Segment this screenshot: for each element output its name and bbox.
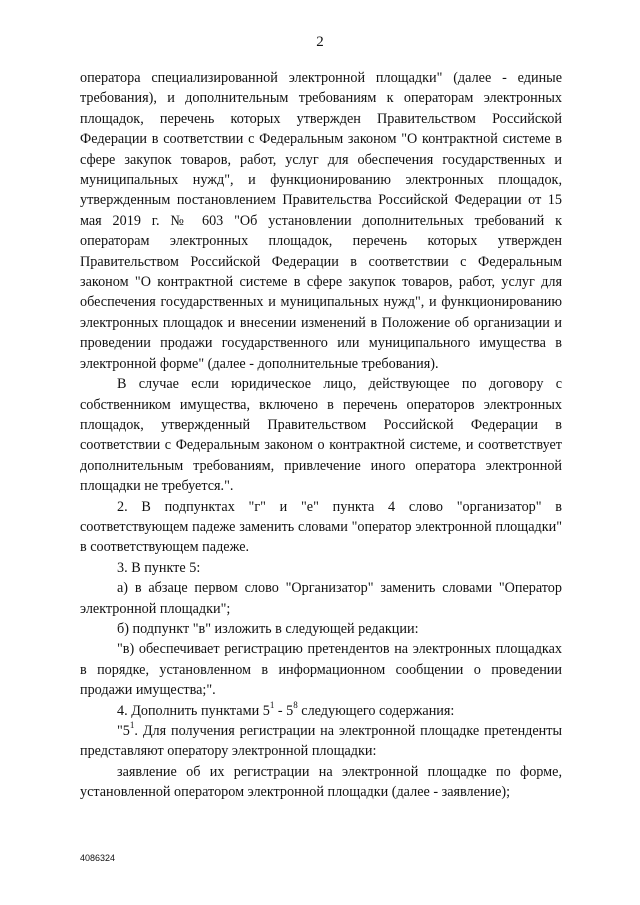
paragraph-item-5-1: [80, 721, 562, 762]
document-code: 4086324: [80, 853, 116, 863]
item-4-sup-1: 1: [269, 699, 275, 710]
paragraph-subitem-a: а) в абзаце первом слово "Организатор" заменить словами "Оператор электронной площадки";: [80, 580, 562, 617]
paragraph-item-3: 3. В пункте 5:: [117, 559, 201, 576]
paragraph-continuation: оператора специализированной электронной площадки" (далее - единые требования), и дополнительным требованиям к операторам электронных площадок, перечень которых утвержден Правительством Российской Федерации в соответствии с Федеральным законом "О контрактной системе в сфере закупок товаров, работ, услуг для обеспечения государственных и муниципальных нужд", и функционированию электронных площадок, утвержденным постановлением Правительства Российской Федерации от 15 мая 2019 г. № 603 "Об установлении дополнительных требований к операторам электронных площадок, перечень которых утвержден Правительством Российской Федерации в соответствии с Федеральным законом "О контрактной системе в сфере закупок товаров, работ, услуг для обеспечения государственных и муниципальных нужд", и функционированию электронных площадок и внесении изменений в Положение об организации и проведении продажи государственного или муниципального имущества в электронной форме" (далее - дополнительные требования).: [80, 70, 562, 372]
document-body: [80, 68, 562, 803]
paragraph-subitem-v-text: "в) обеспечивает регистрацию претендентов на электронных площадках в порядке, установленном в информационном сообщении о проведении продажи имущества;".: [80, 641, 562, 699]
paragraph-item-4: [80, 701, 562, 721]
paragraph-item-2: 2. В подпунктах "г" и "е" пункта 4 слово "организатор" в соответствующем падеже заменить словами "оператор электронной площадки" в соответствующем падеже.: [80, 498, 562, 556]
item-5-1-suffix: . Для получения регистрации на электронной площадке претенденты представляют оператору электронной площадки:: [80, 723, 562, 760]
item-4-suffix: следующего содержания:: [297, 702, 455, 719]
paragraph-application: заявление об их регистрации на электронной площадке по форме, установленной оператором электронной площадки (далее - заявление);: [80, 763, 562, 801]
page-number: 2: [316, 34, 324, 50]
item-5-1-sup: 1: [129, 720, 135, 731]
paragraph-legal-entity: В случае если юридическое лицо, действующее по договору с собственником имущества, включено в перечень операторов электронных площадок, утвержденный Правительством Российской Федерации в соответствии с Федеральным законом о контрактной системе, и соответствует дополнительным требованиям, привлечение иного оператора электронной площадки не требуется.".: [80, 376, 562, 495]
item-4-sup-8: 8: [293, 699, 298, 710]
item-5-1-prefix: "5: [117, 723, 130, 739]
paragraph-subitem-b: б) подпункт "в" изложить в следующей редакции:: [117, 620, 419, 637]
item-4-middle: - 5: [274, 702, 294, 719]
item-4-prefix: 4. Дополнить пунктами 5: [117, 702, 270, 719]
